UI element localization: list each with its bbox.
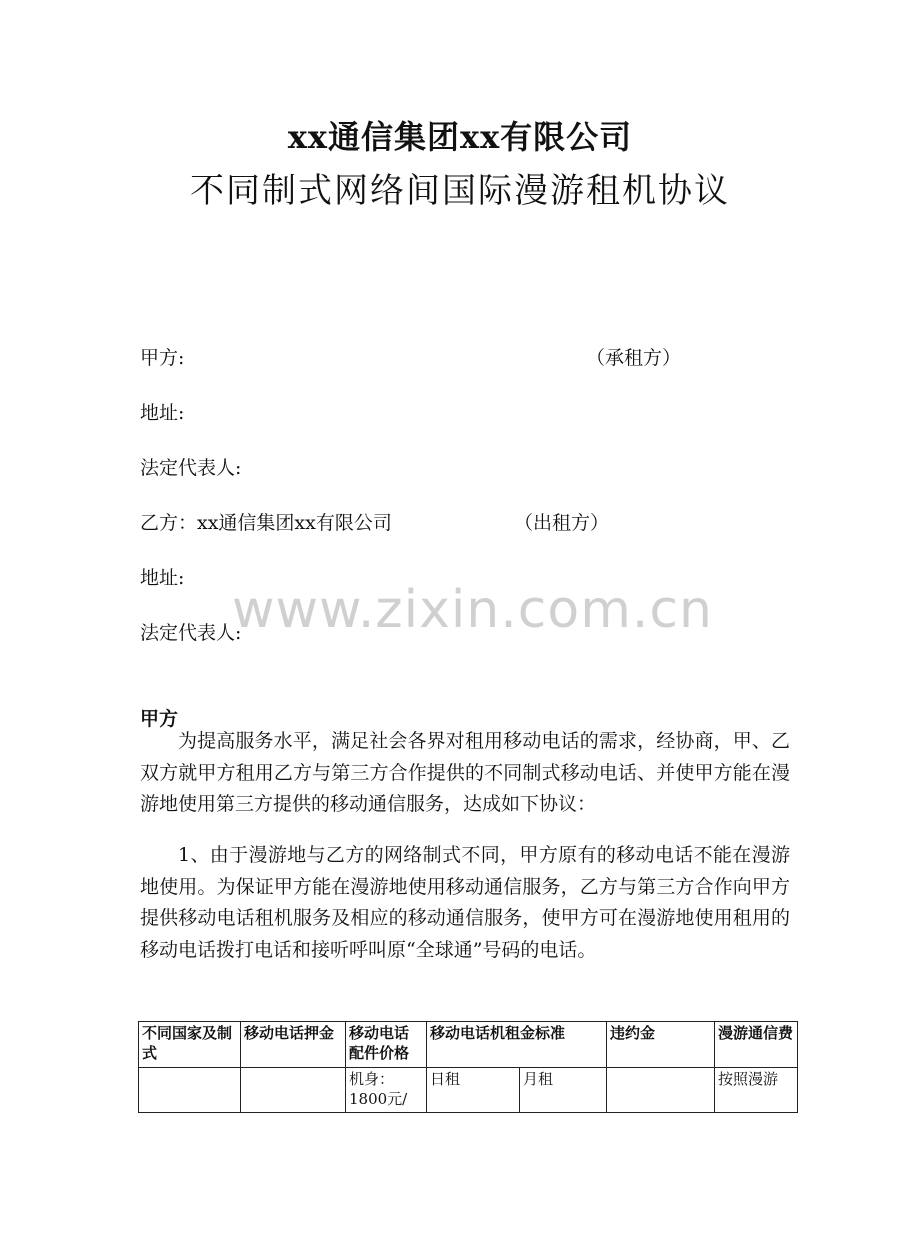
- table-cell: [139, 1068, 241, 1113]
- table-header-cell: 违约金: [607, 1022, 715, 1068]
- party-b-representative: 法定代表人:: [140, 622, 242, 644]
- section-heading: 甲方: [140, 708, 179, 730]
- title-line-1: xx通信集团xx有限公司: [287, 118, 633, 156]
- table-cell: [607, 1068, 715, 1113]
- party-a-label: 甲方:: [140, 347, 185, 369]
- table-header-cell: 移动电话机租金标准: [427, 1022, 607, 1068]
- table-row: [139, 1068, 798, 1113]
- table-header-cell: 移动电话配件价格: [346, 1022, 427, 1068]
- table-header-cell: 漫游通信费: [715, 1022, 798, 1068]
- paragraph-intro: 为提高服务水平，满足社会各界对租用移动电话的需求，经协商，甲、乙双方就甲方租用乙方与第三方合作提供的不同制式移动电话、并使甲方能在漫游地使用第三方提供的移动通信服务，达成如下协议：: [140, 730, 790, 815]
- paragraph-clause-1: 1、由于漫游地与乙方的网络制式不同，甲方原有的移动电话不能在漫游地使用。为保证甲方能在漫游地使用移动通信服务，乙方与第三方合作向甲方提供移动电话租机服务及相应的移动通信服务，使甲方可在漫游地使用租用的移动电话拨打电话和接听呼叫原“全球通”号码的电话。: [140, 844, 790, 961]
- party-a-address: 地址:: [140, 402, 185, 424]
- table-cell: [241, 1068, 346, 1113]
- table-header-cell: 移动电话押金: [241, 1022, 346, 1068]
- table-cell: 月租: [520, 1068, 607, 1113]
- party-a-representative: 法定代表人:: [140, 457, 242, 479]
- table-cell: 机身：1800元/: [346, 1068, 427, 1113]
- party-b-address: 地址:: [140, 567, 185, 589]
- table-cell: 日租: [427, 1068, 520, 1113]
- party-b-role: （出租方）: [514, 512, 610, 534]
- table-header-cell: 不同国家及制式: [139, 1022, 241, 1068]
- party-b-label: 乙方：xx通信集团xx有限公司: [140, 512, 392, 534]
- title-line-2: 不同制式网络间国际漫游租机协议: [190, 171, 730, 211]
- fee-table: [138, 1021, 798, 1113]
- table-cell: 按照漫游: [715, 1068, 798, 1113]
- watermark: www.zixin.com.cn: [232, 580, 713, 640]
- party-a-role: （承租方）: [586, 347, 682, 369]
- table-header-row: [139, 1022, 798, 1068]
